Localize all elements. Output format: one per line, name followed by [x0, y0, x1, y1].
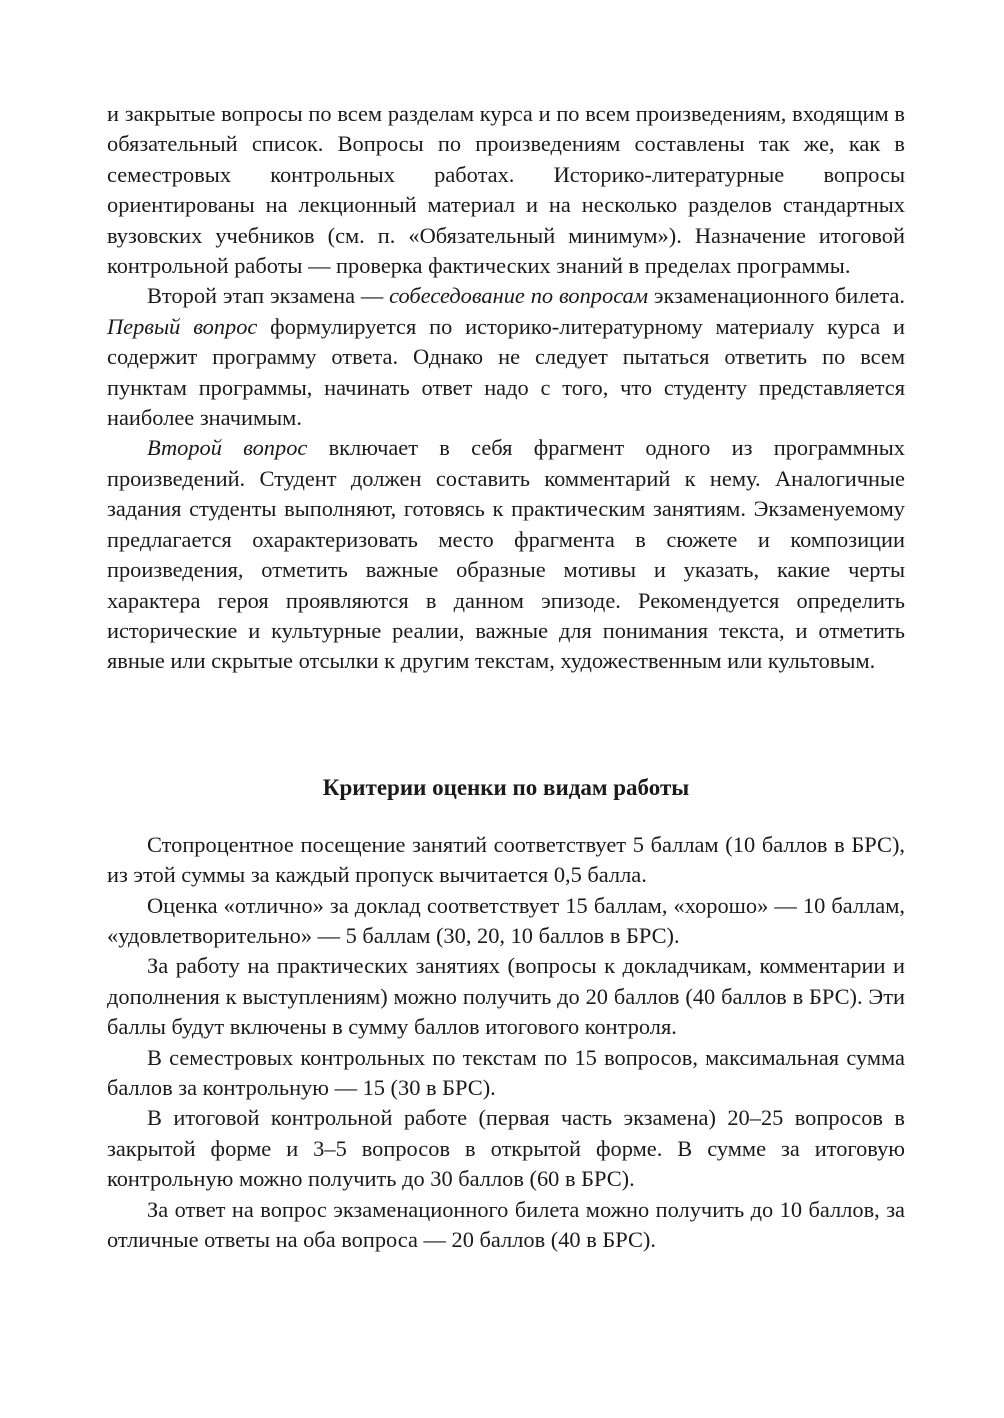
paragraph-final-test-description: и закрытые вопросы по всем разделам курса и по всем произведениям, входящим в обязательный список. Вопросы по произведениям составлены так же, как в семестровых контрольных работах. Историко-литературные вопросы ориентированы на лекционный материал и на несколько разделов стандартных вузовских учебников (см. п. «Обязательный минимум»). Назначение итоговой контрольной работы — проверка фактических знаний в пределах программы. — [107, 101, 905, 279]
section-spacer — [107, 677, 905, 773]
paragraph-second-question — [107, 433, 905, 676]
paragraph-second-stage — [107, 281, 905, 433]
criteria-paragraph-semester-tests: В семестровых контрольных по текстам по 15 вопросов, максимальная сумма баллов за контрольную — 15 (30 в БРС). — [107, 1044, 905, 1100]
text-run: Второй этап экзамена — — [147, 283, 390, 309]
italic-term-first-question: Первый вопрос — [107, 313, 258, 339]
italic-term-second-question: Второй вопрос — [147, 435, 308, 461]
italic-term-interview: собеседование по вопросам — [389, 283, 649, 309]
criteria-paragraph-attendance: Стопроцентное посещение занятий соответствует 5 баллам (10 баллов в БРС), из этой суммы за каждый пропуск вычитается 0,5 балла. — [107, 831, 905, 888]
text-run: включает в себя фрагмент одного из программных произведений. Студент должен составить комментарий к нему. Аналогичные задания студенты выполняют, готовясь к практическим занятиям. Экзаменуемому предлагается охарактеризовать место фрагмента в сюжете и композиции произведения, отметить важные образные мотивы и указать, какие черты характера героя проявляются в данном эпизоде. Рекомендуется определить исторические и культурные реалии, важные для понимания текста, и отметить явные или скрытые отсылки к другим текстам, художественным или культовым. — [107, 435, 905, 674]
criteria-paragraph-practical: За работу на практических занятиях (вопросы к докладчикам, комментарии и дополнения к выступлениям) можно получить до 20 баллов (40 баллов в БРС). Эти баллы будут включены в сумму баллов итогового контроля. — [107, 953, 905, 1040]
criteria-paragraph-report: Оценка «отлично» за доклад соответствует 15 баллам, «хорошо» — 10 баллам, «удовлетворительно» — 5 баллам (30, 20, 10 баллов в БРС). — [107, 892, 905, 948]
section-heading: Критерии оценки по видам работы — [322, 774, 690, 800]
text-run: экзаменационного билета. — [648, 283, 905, 309]
text-run: формулируется по историко-литературному материалу курса и содержит программу ответа. Однако не следует пытаться ответить по всем пунктам программы, начинать ответ надо с того, что студенту представляется наиболее значимым. — [107, 313, 906, 431]
heading-spacer — [107, 803, 905, 830]
criteria-paragraph-exam-ticket: За ответ на вопрос экзаменационного билета можно получить до 10 баллов, за отличные ответы на оба вопроса — 20 баллов (40 в БРС). — [107, 1196, 905, 1252]
document-page — [107, 99, 905, 1255]
criteria-paragraph-final-test: В итоговой контрольной работе (первая часть экзамена) 20–25 вопросов в закрытой форме и 3–5 вопросов в открытой форме. В сумме за итоговую контрольную можно получить до 30 баллов (60 в БРС). — [107, 1105, 905, 1192]
